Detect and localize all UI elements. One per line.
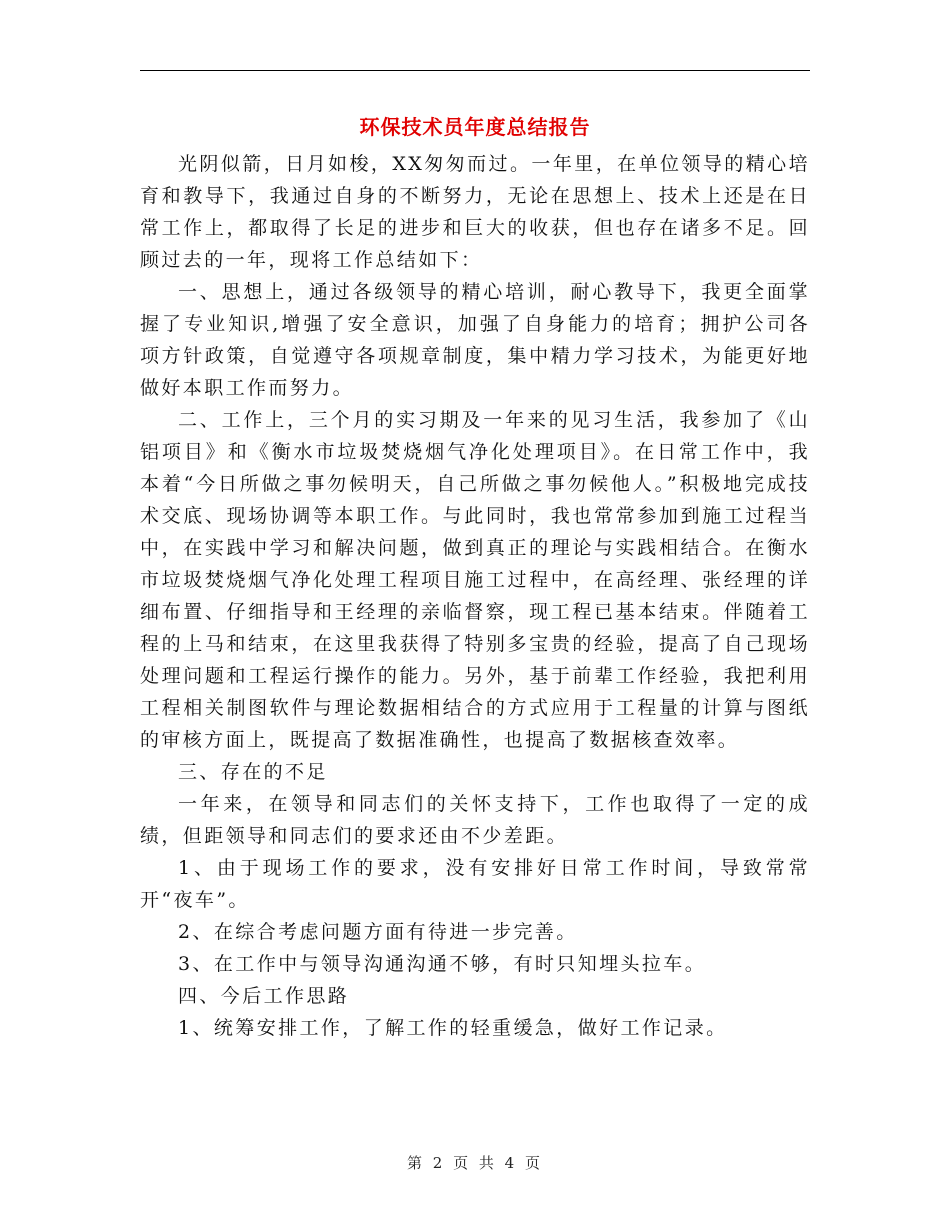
heading-shortcomings: 三、存在的不足 [178,761,328,783]
shortcoming-item-1: 1、由于现场工作的要求，没有安排好日常工作时间，导致常常开“夜车”。 [140,857,810,911]
paragraph-work: 二、工作上，三个月的实习期及一年来的见习生活，我参加了《山铝项目》和《衡水市垃圾焚烧烟气净化处理项目》。在日常工作中，我本着“今日所做之事勿候明天，自己所做之事勿候他人。”积极地完成技术交底、现场协调等本职工作。与此同时，我也常常参加到施工过程当中，在实践中学习和解决问题，做到真正的理论与实践相结合。在衡水市垃圾焚烧烟气净化处理工程项目施工过程中，在高经理、张经理的详细布置、仔细指导和王经理的亲临督察，现工程已基本结束。伴随着工程的上马和结束，在这里我获得了特别多宝贵的经验，提高了自己现场处理问题和工程运行操作的能力。另外，基于前辈工作经验，我把利用工程相关制图软件与理论数据相结合的方式应用于工程量的计算与图纸的审核方面上，既提高了数据准确性，也提高了数据核查效率。 [140,409,810,751]
shortcoming-item-2: 2、在综合考虑问题方面有待进一步完善。 [178,921,578,943]
document-body [140,148,810,1044]
header-rule [140,70,810,71]
document-title: 环保技术员年度总结报告 [359,115,591,139]
paragraph-thought: 一、思想上，通过各级领导的精心培训，耐心教导下，我更全面掌握了专业知识,增强了安全意识，加强了自身能力的培育；拥护公司各项方针政策，自觉遵守各项规章制度，集中精力学习技术，为能更好地做好本职工作而努力。 [140,281,810,399]
page-number-footer: 第 2 页 共 4 页 [407,1154,543,1172]
paragraph-shortcomings-intro: 一年来，在领导和同志们的关怀支持下，工作也取得了一定的成绩，但距领导和同志们的要求还由不少差距。 [140,793,810,847]
shortcoming-item-3: 3、在工作中与领导沟通沟通不够，有时只知埋头拉车。 [178,953,707,975]
future-plan-item-1: 1、统筹安排工作，了解工作的轻重缓急，做好工作记录。 [178,1017,728,1039]
heading-future-plan: 四、今后工作思路 [178,985,350,1007]
paragraph-intro: 光阴似箭，日月如梭，XX匆匆而过。一年里，在单位领导的精心培育和教导下，我通过自身的不断努力，无论在思想上、技术上还是在日常工作上，都取得了长足的进步和巨大的收获，但也存在诸多不足。回顾过去的一年，现将工作总结如下： [140,153,810,271]
